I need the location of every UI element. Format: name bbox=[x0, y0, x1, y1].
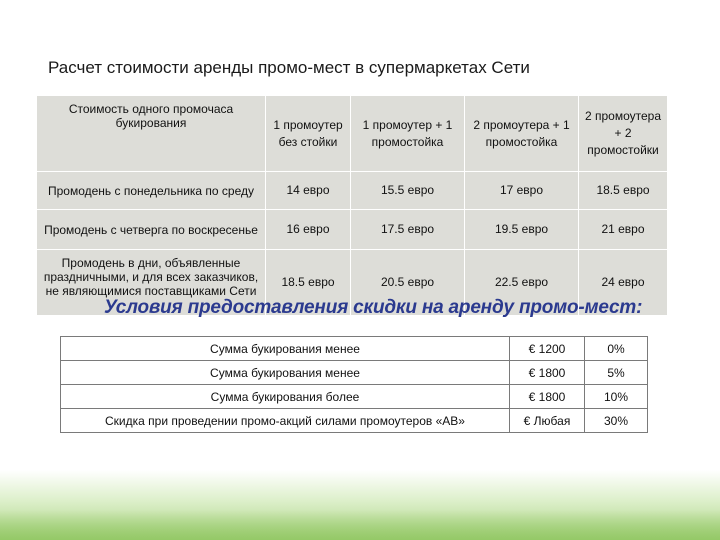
rates-cell: 18.5 евро bbox=[266, 250, 351, 316]
rates-header-col: 2 промоутера + 1 промостойка bbox=[465, 96, 579, 172]
discount-table bbox=[60, 336, 648, 433]
rates-row-label: Промодень в дни, объявленные праздничными, и для всех заказчиков, не являющимися поставщиками Сети bbox=[37, 250, 266, 316]
table-row bbox=[61, 385, 648, 409]
rates-header-row bbox=[37, 96, 668, 172]
rates-header-col: 1 промоутер без стойки bbox=[266, 96, 351, 172]
rates-row-label: Промодень с понедельника по среду bbox=[37, 172, 266, 210]
discount-condition: Сумма букирования менее bbox=[61, 361, 510, 385]
table-row bbox=[37, 172, 668, 210]
bottom-gradient-band bbox=[0, 470, 720, 540]
table-row bbox=[61, 337, 648, 361]
discount-condition: Сумма букирования менее bbox=[61, 337, 510, 361]
discount-condition: Скидка при проведении промо-акций силами промоутеров «АВ» bbox=[61, 409, 510, 433]
page-title: Расчет стоимости аренды промо-мест в супермаркетах Сети bbox=[48, 58, 530, 77]
rates-cell: 24 евро bbox=[579, 250, 668, 316]
rates-cell: 16 евро bbox=[266, 210, 351, 250]
discount-percent: 0% bbox=[585, 337, 648, 361]
discount-amount: € 1800 bbox=[510, 385, 585, 409]
discount-percent: 10% bbox=[585, 385, 648, 409]
rates-cell: 14 евро bbox=[266, 172, 351, 210]
discount-percent: 5% bbox=[585, 361, 648, 385]
rates-cell: 17 евро bbox=[465, 172, 579, 210]
rates-cell: 20.5 евро bbox=[351, 250, 465, 316]
rates-header-col: 1 промоутер + 1 промостойка bbox=[351, 96, 465, 172]
rates-header-label: Стоимость одного промочаса букирования bbox=[37, 96, 266, 172]
rates-cell: 21 евро bbox=[579, 210, 668, 250]
rates-cell: 17.5 евро bbox=[351, 210, 465, 250]
table-row bbox=[37, 210, 668, 250]
rates-header-col: 2 промоутера + 2 промостойки bbox=[579, 96, 668, 172]
discount-amount: € 1800 bbox=[510, 361, 585, 385]
discount-amount: € 1200 bbox=[510, 337, 585, 361]
rates-table bbox=[36, 95, 668, 316]
rates-cell: 19.5 евро bbox=[465, 210, 579, 250]
rates-row-label: Промодень с четверга по воскресенье bbox=[37, 210, 266, 250]
discount-title: Условия предоставления скидки на аренду промо-мест: bbox=[104, 297, 643, 318]
table-row bbox=[61, 361, 648, 385]
rates-cell: 22.5 евро bbox=[465, 250, 579, 316]
rates-cell: 18.5 евро bbox=[579, 172, 668, 210]
rates-cell: 15.5 евро bbox=[351, 172, 465, 210]
discount-condition: Сумма букирования более bbox=[61, 385, 510, 409]
table-row bbox=[61, 409, 648, 433]
discount-amount: € Любая bbox=[510, 409, 585, 433]
discount-percent: 30% bbox=[585, 409, 648, 433]
